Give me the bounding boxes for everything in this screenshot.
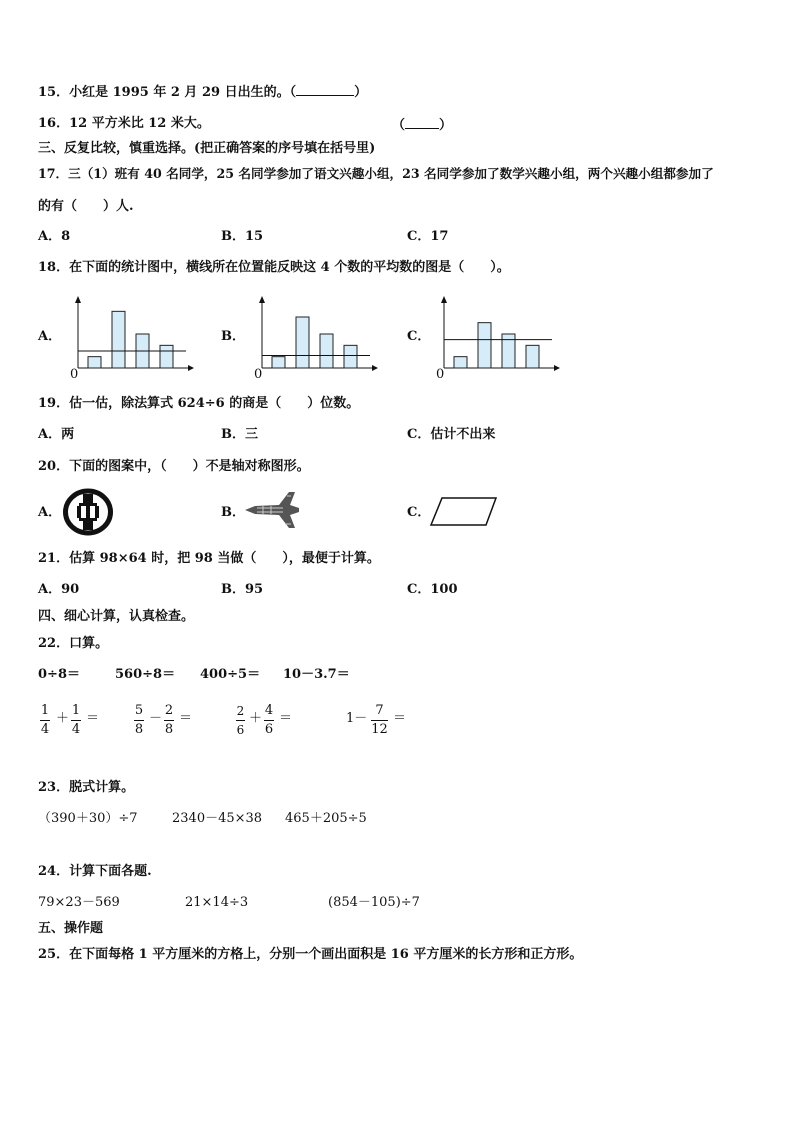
q19-option-a[interactable]: A．两: [38, 427, 75, 442]
fraction: 2 8: [164, 703, 174, 737]
section-3-heading: 三、反复比较，慎重选择。(把正确答案的序号填在括号里): [38, 141, 376, 156]
q18-label-b[interactable]: B．: [221, 329, 245, 344]
q23-title: 23．脱式计算。: [38, 780, 135, 795]
equals-sign: ＝: [179, 711, 193, 726]
x-axis-arrow: [372, 365, 378, 371]
q20-label-b[interactable]: B．: [221, 505, 245, 520]
y-axis-arrow: [259, 296, 265, 303]
q19-option-c[interactable]: C．估计不出来: [407, 427, 496, 442]
q25-text: 25．在下面每格 1 平方厘米的方格上，分别一个画出面积是 16 平方厘米的长方形和正方形。: [38, 947, 583, 962]
operator: ＋: [56, 711, 70, 726]
q19-option-b[interactable]: B．三: [221, 427, 258, 442]
q22-expr-1: 0÷8＝: [38, 667, 80, 682]
q22-expr-3: 400÷5＝: [200, 667, 261, 682]
y-axis-arrow: [441, 296, 447, 303]
q15: [38, 83, 367, 101]
q19-text: 19．估一估，除法算式 624÷6 的商是（ ）位数。: [38, 396, 360, 411]
fraction: 1 4: [40, 703, 50, 737]
q24-title: 24．计算下面各题.: [38, 864, 152, 879]
bank-emblem-icon: [62, 488, 114, 536]
operator: －: [149, 711, 163, 726]
q21-option-a[interactable]: A．90: [38, 582, 80, 597]
fraction: 5 8: [134, 703, 144, 737]
q15-close: ）: [354, 85, 368, 100]
origin-label: 0: [70, 367, 79, 382]
x-axis-arrow: [188, 365, 194, 371]
origin-label: 0: [254, 367, 263, 382]
bar: [88, 357, 101, 368]
bar: [478, 323, 491, 368]
x-axis-arrow: [554, 365, 560, 371]
fraction: 4 6: [264, 703, 274, 737]
q16-close: ）: [439, 118, 453, 133]
q15-text: 15．小红是 1995 年 2 月 29 日出生的。（: [38, 85, 297, 100]
q22-title: 22．口算。: [38, 636, 109, 651]
parallelogram-shape: [428, 496, 500, 528]
q15-answer-blank[interactable]: [296, 83, 354, 96]
q22-expr-2: 560÷8＝: [115, 667, 176, 682]
q20-label-c[interactable]: C．: [407, 505, 431, 520]
q21-option-c[interactable]: C．100: [407, 582, 458, 597]
q18-text: 18．在下面的统计图中，横线所在位置能反映这 4 个数的平均数的图是（ ）。: [38, 260, 510, 275]
q20-text: 20．下面的图案中，（ ）不是轴对称图形。: [38, 459, 310, 474]
q16-text: 16．12 平方米比 12 米大。: [38, 116, 210, 131]
bar: [454, 357, 467, 368]
q21-option-b[interactable]: B．95: [221, 582, 264, 597]
q23-item-2: 2340－45×38: [172, 811, 263, 826]
chart-a: [66, 295, 196, 380]
fighter-jet-icon: [243, 490, 301, 530]
q17-line2: 的有（ ）人.: [38, 199, 134, 214]
q18-label-a[interactable]: A．: [38, 329, 62, 344]
bar: [502, 334, 515, 368]
q20-label-a[interactable]: A．: [38, 505, 62, 520]
fraction: 2 6: [236, 704, 245, 737]
equals-sign: ＝: [86, 711, 100, 726]
q18-label-c[interactable]: C．: [407, 329, 431, 344]
operator: ＋: [249, 711, 263, 726]
equals-sign: ＝: [279, 711, 293, 726]
bar: [344, 345, 357, 368]
bar: [112, 311, 125, 368]
bar: [160, 345, 173, 368]
q17-option-c[interactable]: C．17: [407, 229, 449, 244]
q22-expr-4: 10－3.7＝: [283, 667, 350, 682]
q23-item-3: 465＋205÷5: [285, 811, 367, 826]
chart-c: [432, 295, 562, 380]
bar: [272, 357, 285, 368]
bar: [526, 345, 539, 368]
section-5-heading: 五、操作题: [38, 921, 104, 936]
bar: [320, 334, 333, 368]
equals-sign: ＝: [393, 711, 407, 726]
q16-answer-blank[interactable]: [405, 116, 439, 129]
fraction: 1 4: [71, 703, 81, 737]
q17-option-a[interactable]: A．8: [38, 229, 71, 244]
q17-option-b[interactable]: B．15: [221, 229, 264, 244]
y-axis-arrow: [75, 296, 81, 303]
q21-text: 21．估算 98×64 时，把 98 当做（ ），最便于计算。: [38, 551, 380, 566]
bar: [296, 317, 309, 368]
q16-open: （: [392, 118, 406, 133]
q24-item-1: 79×23－569: [38, 895, 120, 910]
q17-line1: 17．三（1）班有 40 名同学，25 名同学参加了语文兴趣小组，23 名同学参加了数学兴趣小组，两个兴趣小组都参加了: [38, 166, 714, 181]
fraction: 7 12: [371, 703, 388, 737]
q16-answer: [392, 116, 452, 134]
q23-item-1: （390＋30）÷7: [38, 811, 138, 826]
whole-number: 1－: [346, 711, 368, 726]
section-4-heading: 四、细心计算，认真检查。: [38, 609, 195, 624]
q24-item-2: 21×14÷3: [185, 895, 249, 910]
q24-item-3: (854－105)÷7: [328, 895, 420, 910]
chart-b: [250, 295, 380, 380]
origin-label: 0: [436, 367, 445, 382]
